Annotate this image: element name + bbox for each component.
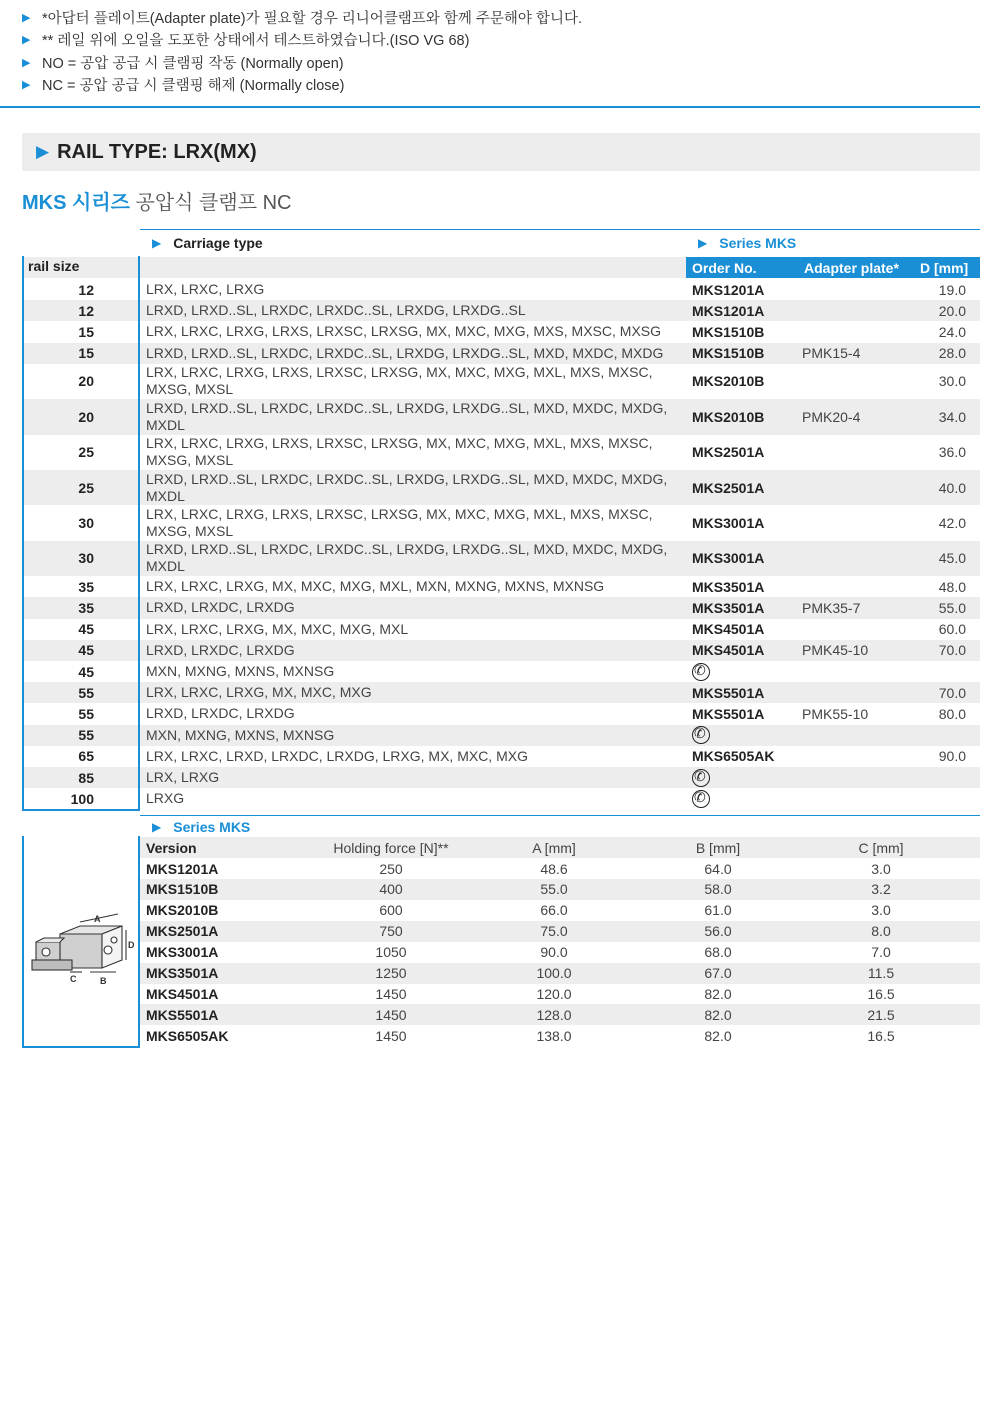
order-no-cell: MKS2501A [692,479,765,496]
d-mm-cell: 45.0 [938,550,966,567]
d-mm-cell: 48.0 [938,578,966,595]
adapter-plate-cell: PMK55-10 [802,705,869,722]
triangle-bullet-icon: ▶ [22,11,31,24]
b-mm-cell: 67.0 [704,965,732,981]
order-no-cell: MKS6505AK [692,748,775,765]
holding-force-header: Holding force [N]** [333,839,449,856]
table-row [22,399,980,434]
carriage-type-cell: LRX, LRXC, LRXG, MX, MXC, MXG, MXL, MXN, MXNG, MXNS, MXNSG [146,578,605,595]
table-row [22,788,980,809]
spec-series-label: Series MKS [173,819,251,835]
section-title: RAIL TYPE: LRX(MX) [57,140,257,163]
section-header [22,133,980,171]
d-mm-cell: 28.0 [938,345,966,362]
c-mm-cell: 11.5 [867,965,895,981]
b-mm-cell: 82.0 [704,1006,732,1023]
d-mm-cell: 30.0 [938,373,966,390]
order-no-cell: MKS2501A [692,444,765,461]
carriage-type-cell: LRXD, LRXDC, LRXDG [146,705,295,722]
dim-label-b: B [100,976,107,986]
d-mm-cell: 90.0 [938,748,966,765]
spec-table-row [140,879,980,900]
carriage-type-cell: LRXD, LRXDC, LRXDG [146,599,295,616]
b-mm-cell: 61.0 [704,902,732,919]
phone-icon [692,769,710,787]
order-no-header: Order No. [686,257,798,278]
order-no-cell: MKS1201A [692,302,765,319]
triangle-bullet-icon: ▶ [22,56,31,69]
phone-icon [692,726,710,744]
series-title-rest: 공압식 클램프 NC [135,192,292,214]
note-item [22,29,962,52]
holding-force-cell: 750 [379,923,403,940]
carriage-type-cell: LRX, LRXC, LRXG, MX, MXC, MXG, MXL [146,620,409,637]
spec-table-row [140,942,980,963]
c-mm-cell: 3.0 [871,860,891,877]
version-cell: MKS4501A [146,985,219,1002]
carriage-type-cell: LRX, LRXG [146,769,220,786]
spec-table-row [140,858,980,879]
triangle-icon: ▶ [698,236,708,250]
d-mm-cell: 70.0 [938,642,966,659]
table-row [22,435,980,470]
order-no-cell [686,726,798,744]
order-no-cell: MKS1510B [692,345,765,362]
table-row [22,640,980,661]
a-mm-header: A [mm] [532,839,576,856]
table-row [22,746,980,767]
triangle-icon: ▶ [152,820,162,834]
holding-force-cell: 1450 [375,1006,407,1023]
rail-size-cell: 15 [78,323,94,340]
adapter-plate-header: Adapter plate* [798,257,918,278]
table-row [22,505,980,540]
carriage-type-cell: LRX, LRXC, LRXG, LRXS, LRXSC, LRXSG, MX, MXC, MXG, MXL, MXS, MXSC, MXSG, MXSL [146,435,653,469]
table-row [22,725,980,746]
spec-table-row [140,900,980,921]
table-row [22,661,980,682]
rail-size-cell: 100 [70,790,94,807]
rail-size-cell: 30 [78,515,94,532]
carriage-type-cell: LRXD, LRXD..SL, LRXDC, LRXDC..SL, LRXDG, LRXDG..SL, MXD, MXDC, MXDG, MXDL [146,470,668,504]
order-no-cell: MKS1510B [692,323,765,340]
b-mm-cell: 58.0 [704,881,732,898]
note-item [22,51,962,74]
adapter-plate-cell: PMK35-7 [802,599,861,616]
order-no-cell [686,662,798,680]
holding-force-cell: 600 [379,902,403,919]
table-row [22,703,980,724]
a-mm-cell: 128.0 [536,1006,572,1023]
rail-size-cell: 25 [78,479,94,496]
version-cell: MKS2501A [146,923,219,940]
spec-header-row [140,837,980,858]
order-no-cell: MKS3501A [692,578,765,595]
order-no-cell: MKS5501A [692,705,765,722]
d-mm-cell: 70.0 [938,684,966,701]
order-no-cell [686,790,798,808]
rail-size-cell: 20 [78,408,94,425]
rail-size-cell: 65 [78,748,94,765]
adapter-plate-cell: PMK15-4 [802,345,861,362]
rail-size-cell: 35 [78,578,94,595]
triangle-icon: ▶ [152,236,162,250]
c-mm-cell: 8.0 [871,923,891,940]
d-mm-cell: 34.0 [938,408,966,425]
version-cell: MKS5501A [146,1006,219,1023]
d-mm-cell: 19.0 [938,281,966,298]
rail-size-cell: 25 [78,444,94,461]
a-mm-cell: 90.0 [540,944,568,961]
order-no-cell: MKS2010B [692,373,765,390]
b-mm-cell: 56.0 [704,923,732,940]
order-no-cell: MKS3001A [692,550,765,567]
rail-size-cell: 85 [78,769,94,786]
rail-size-cell: 55 [78,684,94,701]
carriage-type-cell: LRX, LRXC, LRXG, LRXS, LRXSC, LRXSG, MX, MXC, MXG, MXS, MXSC, MXSG [146,323,662,340]
triangle-bullet-icon: ▶ [22,34,31,47]
order-no-cell: MKS3001A [692,515,765,532]
d-mm-header: D [mm] [918,257,980,278]
c-mm-cell: 3.0 [871,902,891,919]
b-mm-cell: 68.0 [704,944,732,961]
c-mm-cell: 16.5 [867,985,895,1002]
rail-size-cell: 45 [78,621,94,638]
order-no-cell: MKS1201A [692,281,765,298]
table-row [22,767,980,788]
header-spacer [140,257,686,278]
a-mm-cell: 66.0 [540,902,568,919]
table-row [22,576,980,597]
triangle-icon: ▶ [36,142,50,161]
table-row [22,279,980,300]
carriage-type-header [152,232,263,254]
spec-table-row [140,983,980,1004]
carriage-type-cell: LRXD, LRXDC, LRXDG [146,641,295,658]
d-mm-cell: 55.0 [938,599,966,616]
spec-series-header [152,817,250,837]
table-row [22,541,980,576]
d-mm-cell: 36.0 [938,444,966,461]
rail-size-cell: 15 [78,345,94,362]
c-mm-cell: 16.5 [867,1027,895,1044]
table-row [22,321,980,342]
carriage-type-cell: LRX, LRXC, LRXG, LRXS, LRXSC, LRXSG, MX, MXC, MXG, MXL, MXS, MXSC, MXSG, MXSL [146,506,653,540]
d-mm-cell: 80.0 [938,705,966,722]
carriage-type-cell: LRXD, LRXD..SL, LRXDC, LRXDC..SL, LRXDG, LRXDG..SL, MXD, MXDC, MXDG, MXDL [146,541,668,575]
b-mm-cell: 64.0 [704,860,732,877]
rail-size-cell: 20 [78,373,94,390]
carriage-type-cell: LRXD, LRXD..SL, LRXDC, LRXDC..SL, LRXDG, LRXDG..SL, MXD, MXDC, MXDG [146,344,664,361]
clamp-dimension-diagram [30,912,134,986]
c-mm-cell: 21.5 [867,1006,895,1023]
rail-size-frame [22,256,140,811]
rail-size-cell: 12 [78,281,94,298]
series-label: Series MKS [719,235,797,251]
holding-force-cell: 1050 [375,944,407,961]
dim-label-d: D [128,940,134,950]
order-no-cell: MKS5501A [692,684,765,701]
a-mm-cell: 100.0 [536,965,572,981]
adapter-plate-cell: PMK45-10 [802,642,869,659]
carriage-type-cell: LRXD, LRXD..SL, LRXDC, LRXDC..SL, LRXDG, LRXDG..SL [146,302,526,319]
dim-label-c: C [70,974,77,984]
order-no-cell: MKS3501A [692,599,765,616]
series-title-bold: MKS 시리즈 [22,192,130,214]
d-mm-cell: 40.0 [938,479,966,496]
rail-size-cell: 35 [78,599,94,616]
version-cell: MKS3001A [146,944,219,961]
c-mm-cell: 3.2 [871,881,891,898]
divider [0,106,980,108]
table-row [22,597,980,618]
table-row [22,682,980,703]
rail-size-cell: 12 [78,302,94,319]
adapter-plate-cell: PMK20-4 [802,408,861,425]
note-item [22,6,962,29]
order-no-cell [686,768,798,786]
note-text: *아답터 플레이트(Adapter plate)가 필요할 경우 리니어클램프와 함께 주문해야 합니다. [42,10,582,27]
table-row [22,364,980,399]
carriage-type-cell: LRXG [146,790,185,807]
carriage-type-cell: LRX, LRXC, LRXD, LRXDC, LRXDG, LRXG, MX, MXC, MXG [146,747,528,764]
table-row [22,619,980,640]
spec-table-row [140,921,980,942]
rail-size-cell: 45 [78,642,94,659]
carriage-type-cell: LRX, LRXC, LRXG, LRXS, LRXSC, LRXSG, MX, MXC, MXG, MXL, MXS, MXSC, MXSG, MXSL [146,364,653,398]
note-text: ** 레일 위에 오일을 도포한 상태에서 테스트하였습니다.(ISO VG 68) [42,33,470,50]
version-header: Version [146,839,197,856]
rail-size-cell: 55 [78,705,94,722]
holding-force-cell: 250 [379,860,403,877]
series-header [698,232,796,254]
rail-size-cell: 45 [78,663,94,680]
table-header-row [22,257,980,278]
note-text: NO = 공압 공급 시 클램핑 작동 (Normally open) [42,55,344,72]
b-mm-header: B [mm] [695,839,741,856]
holding-force-cell: 400 [379,881,403,898]
table-row [22,470,980,505]
spec-table-row [140,1025,980,1046]
carriage-type-label: Carriage type [173,235,263,251]
rail-size-cell: 30 [78,550,94,567]
triangle-bullet-icon: ▶ [22,79,31,92]
a-mm-cell: 48.6 [540,860,568,877]
divider [140,815,980,816]
version-cell: MKS2010B [146,902,219,919]
c-mm-cell: 7.0 [871,944,891,961]
carriage-type-cell: LRXD, LRXD..SL, LRXDC, LRXDC..SL, LRXDG, LRXDG..SL, MXD, MXDC, MXDG, MXDL [146,399,668,433]
carriage-type-cell: MXN, MXNG, MXNS, MXNSG [146,663,335,680]
a-mm-cell: 120.0 [536,985,572,1002]
d-mm-cell: 60.0 [938,621,966,638]
d-mm-cell: 24.0 [938,323,966,340]
order-no-cell: MKS2010B [692,408,765,425]
a-mm-cell: 75.0 [540,923,568,940]
notes-list [22,6,962,96]
dim-label-a: A [94,914,101,924]
holding-force-cell: 1450 [375,1027,407,1044]
note-text: NC = 공압 공급 시 클램핑 해제 (Normally close) [42,78,345,95]
d-mm-cell: 42.0 [938,515,966,532]
b-mm-cell: 82.0 [704,1027,732,1044]
order-no-cell: MKS4501A [692,621,765,638]
table-row [22,300,980,321]
series-title [22,186,291,215]
version-cell: MKS3501A [146,965,219,981]
phone-icon [692,790,710,808]
order-no-cell: MKS4501A [692,642,765,659]
rail-size-header: rail size [22,257,140,278]
a-mm-cell: 55.0 [540,881,568,898]
spec-table-row [140,963,980,984]
version-cell: MKS1201A [146,860,219,877]
rail-size-cell: 55 [78,727,94,744]
b-mm-cell: 82.0 [704,985,732,1002]
spec-table-row [140,1004,980,1025]
phone-icon [692,663,710,681]
carriage-type-cell: LRX, LRXC, LRXG, MX, MXC, MXG [146,684,372,701]
note-item [22,74,962,97]
table-row [22,343,980,364]
carriage-type-cell: MXN, MXNG, MXNS, MXNSG [146,726,335,743]
holding-force-cell: 1250 [375,965,407,981]
holding-force-cell: 1450 [375,985,407,1002]
version-cell: MKS1510B [146,881,219,898]
carriage-type-cell: LRX, LRXC, LRXG [146,281,265,298]
d-mm-cell: 20.0 [938,302,966,319]
c-mm-header: C [mm] [858,839,904,856]
version-cell: MKS6505AK [146,1027,229,1044]
divider [140,229,980,230]
a-mm-cell: 138.0 [536,1027,572,1044]
